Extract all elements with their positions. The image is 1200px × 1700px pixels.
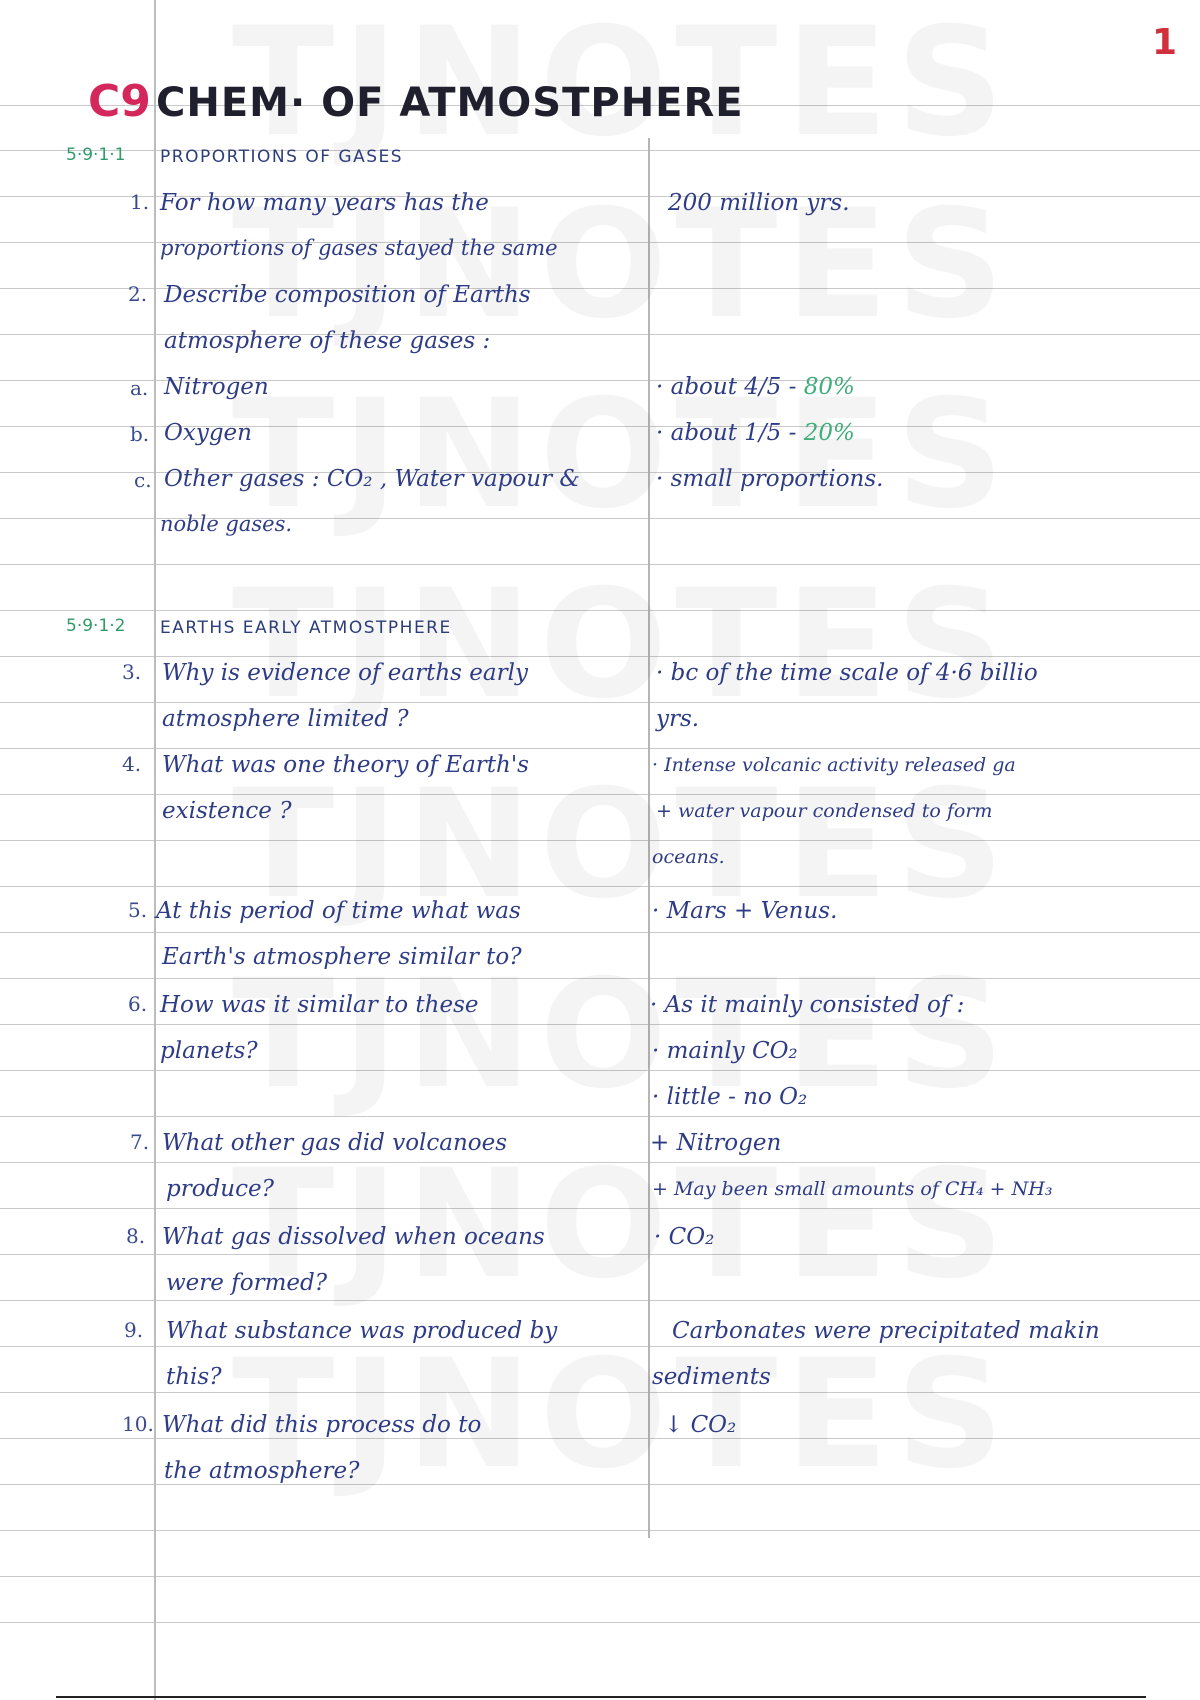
question-text: Describe composition of Earths xyxy=(164,282,531,308)
page-number: 1 xyxy=(1152,22,1178,63)
answer-text: · about 4/5 - xyxy=(656,374,797,400)
answer-text: · CO₂ xyxy=(654,1224,715,1250)
section-code: 5·9·1·1 xyxy=(66,145,126,165)
question-text: At this period of time what was xyxy=(156,898,521,924)
answer-text: + May been small amounts of CH₄ + NH₃ xyxy=(652,1178,1053,1200)
question-text: Why is evidence of earths early xyxy=(162,660,528,686)
question-number: 10. xyxy=(122,1412,154,1436)
answer-text: yrs. xyxy=(656,706,700,732)
question-text: Other gases : CO₂ , Water vapour & xyxy=(164,466,580,492)
question-text: atmosphere of these gases : xyxy=(164,328,491,354)
answer-text: Carbonates were precipitated makin xyxy=(672,1318,1100,1344)
question-number: 9. xyxy=(124,1318,144,1342)
question-text: What substance was produced by xyxy=(166,1318,558,1344)
answer-text xyxy=(656,420,855,446)
question-number: 2. xyxy=(128,282,148,306)
section-code: 5·9·1·2 xyxy=(66,616,126,636)
question-number: 1. xyxy=(130,190,150,214)
question-text: planets? xyxy=(160,1038,258,1064)
question-text: this? xyxy=(166,1364,222,1390)
answer-text: · bc of the time scale of 4·6 billio xyxy=(656,660,1038,686)
question-number: a. xyxy=(130,376,149,400)
question-number: 5. xyxy=(128,898,148,922)
question-text: For how many years has the xyxy=(160,190,489,216)
question-number: b. xyxy=(130,422,150,446)
answer-text: · little - no O₂ xyxy=(652,1084,808,1110)
question-number: 6. xyxy=(128,992,148,1016)
answer-text: + water vapour condensed to form xyxy=(656,800,993,822)
section-title: EARTHS EARLY ATMOSTPHERE xyxy=(160,618,452,638)
answer-text: · As it mainly consisted of : xyxy=(650,992,965,1018)
question-text: What gas dissolved when oceans xyxy=(162,1224,545,1250)
watermark-text xyxy=(232,380,992,530)
answer-text xyxy=(656,374,855,400)
question-text: How was it similar to these xyxy=(160,992,479,1018)
question-number: 7. xyxy=(130,1130,150,1154)
question-text: Oxygen xyxy=(164,420,252,446)
question-text: What was one theory of Earth's xyxy=(162,752,529,778)
question-text: produce? xyxy=(166,1176,274,1202)
section-title: PROPORTIONS OF GASES xyxy=(160,147,404,167)
question-text: proportions of gases stayed the same xyxy=(160,236,558,260)
answer-text: sediments xyxy=(652,1364,771,1390)
watermark-text xyxy=(232,570,992,720)
answer-text: ↓ CO₂ xyxy=(664,1412,737,1438)
answer-percent: 20% xyxy=(803,420,855,446)
answer-text: oceans. xyxy=(652,846,725,868)
answer-text: · about 1/5 - xyxy=(656,420,797,446)
answer-text: · mainly CO₂ xyxy=(652,1038,798,1064)
question-text: Nitrogen xyxy=(164,374,269,400)
watermark-text xyxy=(232,960,992,1110)
question-number: 4. xyxy=(122,752,142,776)
answer-text: · small proportions. xyxy=(656,466,884,492)
margin-line xyxy=(154,0,156,1700)
answer-percent: 80% xyxy=(803,374,855,400)
chapter-code: C9 xyxy=(88,76,151,127)
question-text: What other gas did volcanoes xyxy=(162,1130,508,1156)
answer-text: · Intense volcanic activity released ga xyxy=(652,754,1016,776)
question-number: c. xyxy=(134,468,152,492)
answer-text: 200 million yrs. xyxy=(668,190,850,216)
question-text: Earth's atmosphere similar to? xyxy=(162,944,522,970)
page-title: CHEM· OF ATMOSTPHERE xyxy=(156,80,744,126)
question-text: noble gases. xyxy=(160,512,293,536)
question-text: were formed? xyxy=(166,1270,328,1296)
question-number: 3. xyxy=(122,660,142,684)
answer-text: + Nitrogen xyxy=(650,1130,782,1156)
question-number: 8. xyxy=(126,1224,146,1248)
bottom-rule xyxy=(56,1696,1146,1698)
answer-text: · Mars + Venus. xyxy=(652,898,838,924)
question-text: the atmosphere? xyxy=(164,1458,360,1484)
question-text: What did this process do to xyxy=(162,1412,482,1438)
question-text: existence ? xyxy=(162,798,292,824)
question-text: atmosphere limited ? xyxy=(162,706,409,732)
